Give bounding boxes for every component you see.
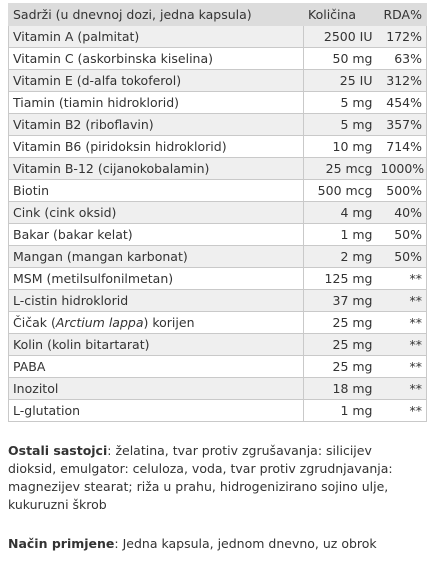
row-rda: ** <box>377 378 427 400</box>
table-row <box>9 400 427 422</box>
row-amount: 10 mg <box>304 136 377 158</box>
row-name: Tiamin (tiamin hidroklorid) <box>9 92 304 114</box>
row-amount: 1 mg <box>304 400 377 422</box>
ingredients-text: : želatina, tvar protiv zgrušavanja: silicijev dioksid, emulgator: celuloza, voda, tvar protiv zgrudnjavanja: magnezijev stearat; riža u prahu, hidrogenizirano sojino ulje, kukuruzni škrob <box>8 443 393 512</box>
table-row <box>9 378 427 400</box>
table-row <box>9 180 427 202</box>
usage-label: Način primjene <box>8 536 115 551</box>
row-amount: 18 mg <box>304 378 377 400</box>
row-name: Mangan (mangan karbonat) <box>9 246 304 268</box>
row-amount: 25 mg <box>304 356 377 378</box>
row-amount: 37 mg <box>304 290 377 312</box>
row-amount: 125 mg <box>304 268 377 290</box>
row-amount: 5 mg <box>304 114 377 136</box>
row-rda: ** <box>377 356 427 378</box>
row-name-prefix: Čičak ( <box>13 315 56 330</box>
row-amount: 2 mg <box>304 246 377 268</box>
table-row <box>9 312 427 334</box>
table-row <box>9 290 427 312</box>
row-name: MSM (metilsulfonilmetan) <box>9 268 304 290</box>
usage-text: : Jedna kapsula, jednom dnevno, uz obrok <box>114 536 377 551</box>
row-name: Vitamin A (palmitat) <box>9 26 304 48</box>
row-rda: ** <box>377 400 427 422</box>
row-amount: 25 mg <box>304 312 377 334</box>
row-amount: 4 mg <box>304 202 377 224</box>
row-rda: ** <box>377 290 427 312</box>
row-amount: 25 mg <box>304 334 377 356</box>
row-rda: 63% <box>377 48 427 70</box>
table-row <box>9 26 427 48</box>
other-ingredients <box>8 442 403 514</box>
table-row <box>9 70 427 92</box>
table-row <box>9 356 427 378</box>
table-row <box>9 246 427 268</box>
row-name: Vitamin B-12 (cijanokobalamin) <box>9 158 304 180</box>
table-row <box>9 268 427 290</box>
row-rda: ** <box>377 312 427 334</box>
row-rda: 312% <box>377 70 427 92</box>
row-rda: 1000% <box>377 158 427 180</box>
row-amount: 5 mg <box>304 92 377 114</box>
row-name: L-glutation <box>9 400 304 422</box>
row-name-latin: Arctium lappa <box>55 315 144 330</box>
row-rda: 172% <box>377 26 427 48</box>
row-rda: 500% <box>377 180 427 202</box>
row-amount: 500 mcg <box>304 180 377 202</box>
row-name: Vitamin B2 (riboflavin) <box>9 114 304 136</box>
header-amount: Količina <box>304 4 377 26</box>
table-row <box>9 92 427 114</box>
row-rda: 714% <box>377 136 427 158</box>
row-name: Vitamin B6 (piridoksin hidroklorid) <box>9 136 304 158</box>
row-amount: 2500 IU <box>304 26 377 48</box>
row-name: Biotin <box>9 180 304 202</box>
row-rda: 357% <box>377 114 427 136</box>
nutrition-table <box>8 3 427 422</box>
row-name <box>9 312 304 334</box>
row-name: Vitamin C (askorbinska kiselina) <box>9 48 304 70</box>
row-amount: 25 IU <box>304 70 377 92</box>
table-header-row <box>9 4 427 26</box>
header-rda: RDA% <box>377 4 427 26</box>
table-row <box>9 48 427 70</box>
row-rda: ** <box>377 268 427 290</box>
row-amount: 25 mcg <box>304 158 377 180</box>
table-row <box>9 334 427 356</box>
row-rda: ** <box>377 334 427 356</box>
row-name: Cink (cink oksid) <box>9 202 304 224</box>
row-amount: 1 mg <box>304 224 377 246</box>
row-rda: 40% <box>377 202 427 224</box>
row-name: L-cistin hidroklorid <box>9 290 304 312</box>
table-row <box>9 202 427 224</box>
row-name: Vitamin E (d-alfa tokoferol) <box>9 70 304 92</box>
row-name: Bakar (bakar kelat) <box>9 224 304 246</box>
row-name-suffix: ) korijen <box>143 315 195 330</box>
table-row <box>9 114 427 136</box>
row-rda: 50% <box>377 224 427 246</box>
header-contents: Sadrži (u dnevnoj dozi, jedna kapsula) <box>9 4 304 26</box>
row-name: Kolin (kolin bitartarat) <box>9 334 304 356</box>
row-amount: 50 mg <box>304 48 377 70</box>
row-rda: 454% <box>377 92 427 114</box>
usage-instructions <box>8 535 408 553</box>
table-row <box>9 224 427 246</box>
table-row <box>9 158 427 180</box>
table-row <box>9 136 427 158</box>
ingredients-label: Ostali sastojci <box>8 443 108 458</box>
row-rda: 50% <box>377 246 427 268</box>
row-name: PABA <box>9 356 304 378</box>
row-name: Inozitol <box>9 378 304 400</box>
